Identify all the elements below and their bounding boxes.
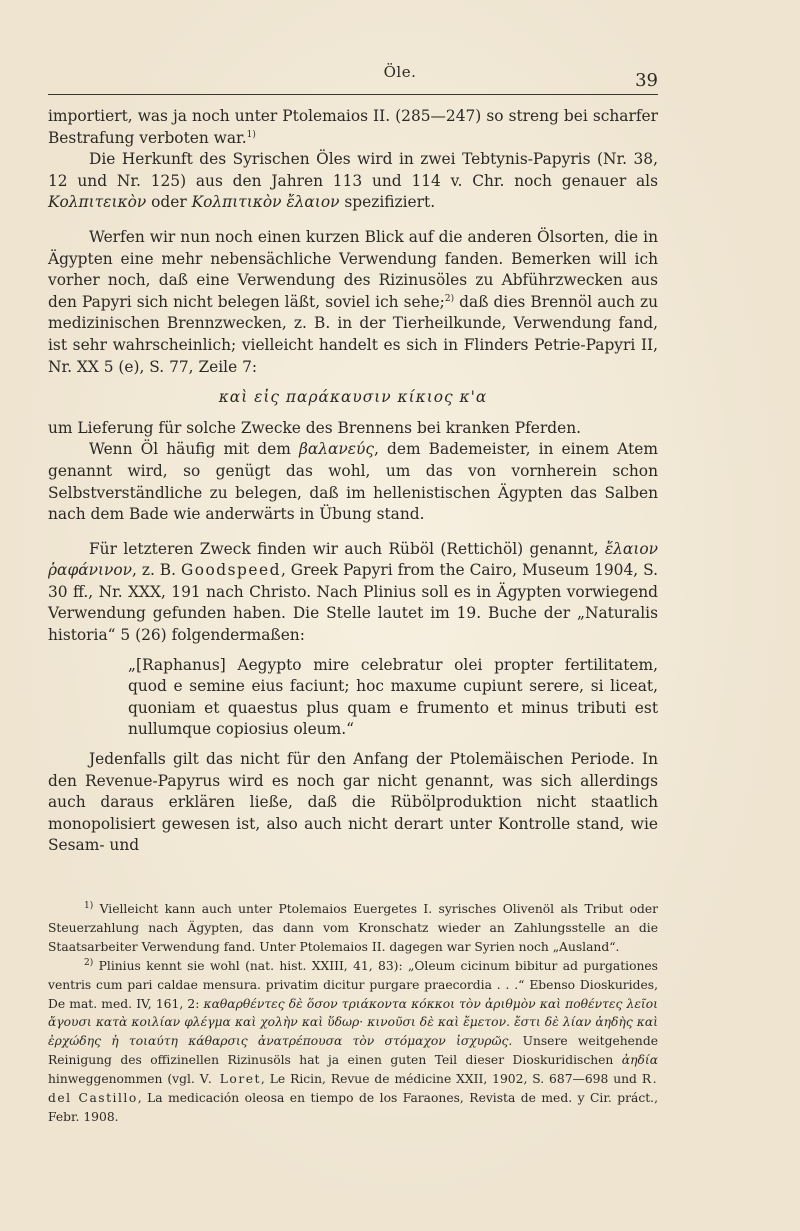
greek-passage: καθαρθέντες δὲ ὅσον τριάκοντα κόκκοι τὸν ἀριθμὸν καὶ ποθέντες λεῖοι ἄγουσι κατὰ κοιλίαν φλέγμα καὶ χολὴν καὶ ὕδωρ· κινοῦσι δὲ καὶ ἔμετον. ἔστι δὲ λίαν ἀηδὴς καὶ ἐρχώδης ἡ τοιαύτη κάθαρσις ἀνατρέπουσα τὸν στόμαχον ἰσχυρῶς. — [48, 996, 658, 1049]
latin-block-quote: „[Raphanus] Aegypto mire celebratur olei propter fertilitatem, quod e semine eius faciunt; hoc maxume cupiunt serere, si liceat, quoniam et quaestus plus quam e frumento et minus tributi est nullumque copiosius oleum.“ — [128, 655, 658, 739]
paragraph-7: Jedenfalls gilt das nicht für den Anfang der Ptolemäischen Periode. In den Revenue-Papyrus wird es noch gar nicht genannt, was sich allerdings auch daraus erklären ließe, daß die Rübölproduktion nicht staatlich monopolisiert gewesen ist, also auch nicht derart unter Kontrolle stand, wie Sesam- und — [48, 750, 658, 855]
paragraph-4: um Lieferung für solche Zwecke des Brennens bei kranken Pferden. — [48, 418, 582, 437]
greek-quotation-line: καὶ εἰς παράκαυσιν κίκιος κ'α — [218, 388, 488, 407]
footnote-1: $^{1)}$ Vielleicht kann auch unter Ptolemaios Euergetes I. syrisches Olivenöl als Tribut oder Steuerzahlung nach Ägypten, das dann vom Kronschatz wieder an Zahlungsstelle an die Staatsarbeiter Verwendung fand. Unter Ptolemaios II. dagegen war Syrien noch „Ausland“. — [48, 900, 658, 954]
footnote-2: $^{2)}$ Plinius kennt sie wohl (nat. hist. XXIII, 41, 83): „Oleum cicinum bibitur ad purgationes ventris cum pari caldae mensura. privatim dicitur purgare praecordia . . .“ Ebenso Dioskurides, De mat. med. IV, 161, 2: καθαρθέντες δὲ ὅσον τριάκοντα κόκκοι τὸν ἀριθμὸν καὶ ποθέντες λεῖοι ἄγουσι κατὰ κοιλίαν φλέγμα καὶ χολὴν καὶ ὕδωρ· κινοῦσι δὲ καὶ ἔμετον. ἔστι δὲ λίαν ἀηδὴς καὶ ἐρχώδης ἡ τοιαύτη κάθαρσις ἀνατρέπουσα τὸν στόμαχον ἰσχυρῶς. Unsere weitgehende Reinigung des offizinellen Rizinusöls hat ja einen guten Teil dieser Dioskuridischen ἀηδία hinweggenommen (vgl. V. Loret, Le Ricin, Revue de médicine XXII, 1902, S. 687—698 und R. del Castillo, La medicación oleosa en tiempo de los Faraones, Revista de med. y Cir. práct., Febr. 1908. — [48, 957, 658, 1124]
footnote-ref-1: 1) — [246, 129, 256, 140]
greek-term: ἔλαιον ῥαφάνινον — [48, 539, 658, 580]
main-text — [48, 106, 658, 857]
page-number: 39 — [635, 70, 658, 91]
footnotes — [48, 900, 658, 1127]
author-name: Goodspeed — [180, 561, 281, 580]
paragraph-2: Die Herkunft des Syrischen Öles wird in zwei Tebtynis-Papyris (Nr. 38, 12 und Nr. 125) aus den Jahren 113 und 114 v. Chr. noch genauer als Κολπιτεικὸν oder Κολπιτικὸν ἔλαιον spezifiziert. — [48, 150, 658, 212]
greek-term: Κολπιτεικὸν — [48, 193, 147, 212]
author-name: V. Loret — [199, 1072, 261, 1087]
header-rule — [48, 94, 658, 95]
greek-term: Κολπιτικὸν ἔλαιον — [191, 193, 340, 212]
footnote-ref-2: 2) — [444, 293, 455, 304]
footnote-mark: 1) — [84, 900, 94, 911]
footnote-mark: 2) — [84, 957, 94, 968]
author-name: R. del Castillo — [48, 1072, 658, 1106]
paragraph-1: importiert, was ja noch unter Ptolemaios II. (285—247) so streng bei scharfer Bestrafung verboten war.$^{1)}$ — [48, 107, 658, 147]
paragraph-5: Wenn Öl häufig mit dem βαλανεύς, dem Bademeister, in einem Atem genannt wird, so genügt das wohl, um das von vornherein schon Selbstverständliche zu belegen, daß im hellenistischen Ägypten das Salben nach dem Bade wie anderwärts in Übung stand. — [48, 440, 658, 524]
running-head: Öle. — [383, 63, 417, 81]
greek-term: βαλανεύς — [298, 440, 374, 459]
paragraph-6: Für letzteren Zweck finden wir auch Rüböl (Rettichöl) genannt, ἔλαιον ῥαφάνινον, z. B. Goodspeed, Greek Papyri from the Cairo, Museum 1904, S. 30 ff., Nr. XXX, 191 nach Christo. Nach Plinius soll es in Ägypten vorwiegend Verwendung gefunden haben. Die Stelle lautet im 19. Buche der „Naturalis historia“ 5 (26) folgendermaßen: — [48, 539, 658, 645]
greek-term: ἀηδία — [621, 1053, 658, 1068]
paragraph-3: Werfen wir nun noch einen kurzen Blick auf die anderen Ölsorten, die in Ägypten eine mehr nebensächliche Verwendung fanden. Bemerken will ich vorher noch, daß eine Verwendung des Rizinusöles zu Abführzwecken aus den Papyri sich nicht belegen läßt, soviel ich sehe;$^{2)}$ daß dies Brennöl auch zu medizinischen Brennzwecken, z. B. in der Tierheilkunde, Verwendung fand, ist sehr wahrscheinlich; vielleicht handelt es sich in Flinders Petrie-Papyri II, Nr. XX 5 (e), S. 77, Zeile 7: — [48, 227, 658, 376]
